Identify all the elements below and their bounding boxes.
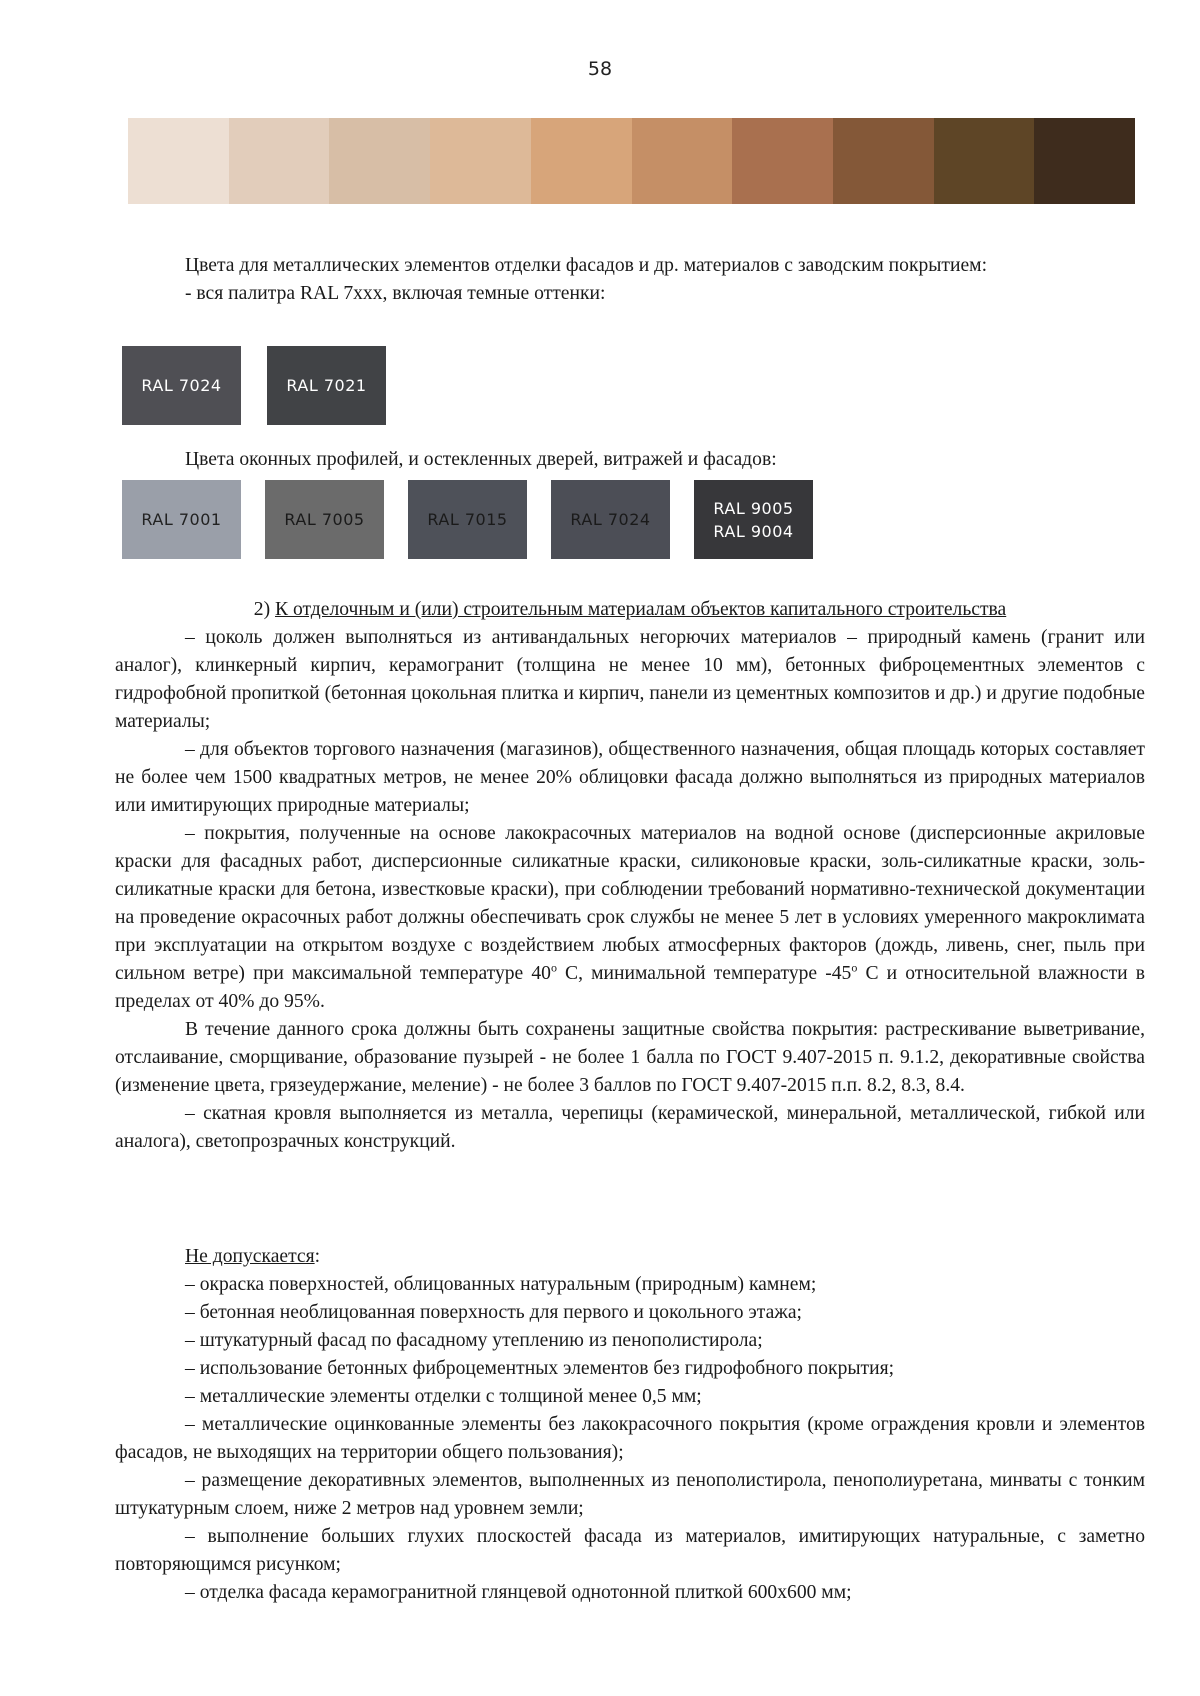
ral-7015-swatch: [408, 480, 527, 559]
metal-colors-intro-line: Цвета для металлических элементов отделки фасадов и др. материалов с заводским покрытием:: [185, 255, 988, 276]
not-allowed-section: [115, 1243, 1145, 1607]
ral-7xxx-line: - вся палитра RAL 7xxx, включая темные оттенки:: [185, 283, 606, 304]
palette-color-4: [430, 118, 531, 204]
facade-color-palette-strip: [128, 118, 1135, 204]
paragraph-coatings: [115, 820, 1145, 1016]
window-colors-intro: [115, 446, 1145, 474]
ral-7001-swatch: [122, 480, 241, 559]
degree-mark: o: [550, 960, 557, 975]
list-item: – выполнение больших глухих плоскостей фасада из материалов, имитирующих натуральные, с заметно повторяющимся рисунком;: [115, 1526, 1145, 1575]
list-item: – штукатурный фасад по фасадному утеплению из пенополистирола;: [185, 1330, 763, 1351]
not-allowed-colon: :: [314, 1246, 321, 1267]
palette-color-10: [1034, 118, 1135, 204]
degree-mark: o: [851, 960, 858, 975]
not-allowed-heading: [115, 1243, 1145, 1271]
ral-7005-swatch: [265, 480, 384, 559]
ral-7024-swatch: [122, 346, 241, 425]
palette-color-5: [531, 118, 632, 204]
coatings-text-a: – покрытия, полученные на основе лакокрасочных материалов на водной основе (дисперсионные акриловые краски для фасадных работ, дисперсионные силикатные краски, силиконовые краски, золь-силикатные краски, золь-силикатные краски для бетона, известковые краски), при соблюдении требований нормативно-технической документации на проведение окрасочных работ должны обеспечивать срок службы не менее 5 лет в условиях умеренного макроклимата при эксплуатации на открытом воздухе с воздействием любых атмосферных факторов (дождь, ливень, снег, пыль при сильном ветре) при максимальной температуре 40: [115, 823, 1145, 984]
palette-color-1: [128, 118, 229, 204]
palette-color-7: [732, 118, 833, 204]
list-item: – окраска поверхностей, облицованных натуральным (природным) камнем;: [185, 1274, 817, 1295]
list-item: – металлические элементы отделки с толщиной менее 0,5 мм;: [185, 1386, 702, 1407]
swatch-label: RAL 7024: [141, 376, 222, 395]
swatch-label-line2: RAL 9004: [713, 521, 794, 541]
window-colors-intro-line: Цвета оконных профилей, и остекленных дверей, витражей и фасадов:: [185, 449, 777, 470]
coatings-text-c: С и относительной влажности в пределах от 40% до 95%.: [115, 963, 1145, 1012]
palette-color-3: [329, 118, 430, 204]
list-item: – использование бетонных фиброцементных элементов без гидрофобного покрытия;: [185, 1358, 895, 1379]
ral-9005-9004-swatch: [694, 480, 813, 559]
palette-color-6: [632, 118, 733, 204]
metal-swatch-row: [122, 346, 386, 425]
swatch-label: RAL 7021: [286, 376, 367, 395]
paragraph-roof: – скатная кровля выполняется из металла, черепицы (керамической, минеральной, металлической, гибкой или аналога), светопрозрачных конструкций.: [115, 1103, 1145, 1152]
list-item: – бетонная необлицованная поверхность для первого и цокольного этажа;: [185, 1302, 802, 1323]
paragraph-trade-objects: – для объектов торгового назначения (магазинов), общественного назначения, общая площадь которых составляет не более чем 1500 квадратных метров, не менее 20% облицовки фасада должно выполняться из природных материалов или имитирующих природные материалы;: [115, 739, 1145, 816]
section-2-body: [115, 596, 1145, 1156]
swatch-label-line1: RAL 9005: [713, 498, 794, 518]
palette-color-9: [934, 118, 1035, 204]
palette-color-8: [833, 118, 934, 204]
paragraph-plinth: – цоколь должен выполняться из антивандальных негорючих материалов – природный камень (гранит или аналог), клинкерный кирпич, керамогранит (толщина не менее 10 мм), бетонных фиброцементных элементов с гидрофобной пропиткой (бетонная цокольная плитка и кирпич, панели из цементных композитов и др.) и другие подобные материалы;: [115, 627, 1145, 732]
list-item: – отделка фасада керамогранитной глянцевой однотонной плиткой 600х600 мм;: [185, 1582, 852, 1603]
paragraph-protective-properties: В течение данного срока должны быть сохранены защитные свойства покрытия: растрескивание выветривание, отслаивание, сморщивание, образование пузырей - не более 1 балла по ГОСТ 9.407-2015 п. 9.1.2, декоративные свойства (изменение цвета, грязеудержание, меление) - не более 3 баллов по ГОСТ 9.407-2015 п.п. 8.2, 8.3, 8.4.: [115, 1019, 1145, 1096]
page-number: 58: [587, 58, 613, 80]
list-item: – металлические оцинкованные элементы без лакокрасочного покрытия (кроме ограждения кровли и элементов фасадов, не выходящих на территории общего пользования);: [115, 1414, 1145, 1463]
swatch-label: RAL 7005: [284, 510, 365, 529]
swatch-label: RAL 7015: [427, 510, 508, 529]
window-swatch-row: [122, 480, 813, 559]
section-number: 2): [253, 599, 271, 620]
list-item: – размещение декоративных элементов, выполненных из пенополистирола, пенополиуретана, минваты с тонким штукатурным слоем, ниже 2 метров над уровнем земли;: [115, 1470, 1145, 1519]
palette-color-2: [229, 118, 330, 204]
swatch-label: RAL 7024: [570, 510, 651, 529]
metal-colors-intro: [115, 252, 1145, 308]
section-2-heading: [115, 596, 1145, 624]
section-heading-text: К отделочным и (или) строительным материалам объектов капитального строительства: [275, 599, 1007, 620]
ral-7024-window-swatch: [551, 480, 670, 559]
coatings-text-b: С, минимальной температуре -45: [556, 963, 852, 984]
not-allowed-title: Не допускается: [185, 1246, 315, 1267]
swatch-label: RAL 7001: [141, 510, 222, 529]
ral-7021-swatch: [267, 346, 386, 425]
